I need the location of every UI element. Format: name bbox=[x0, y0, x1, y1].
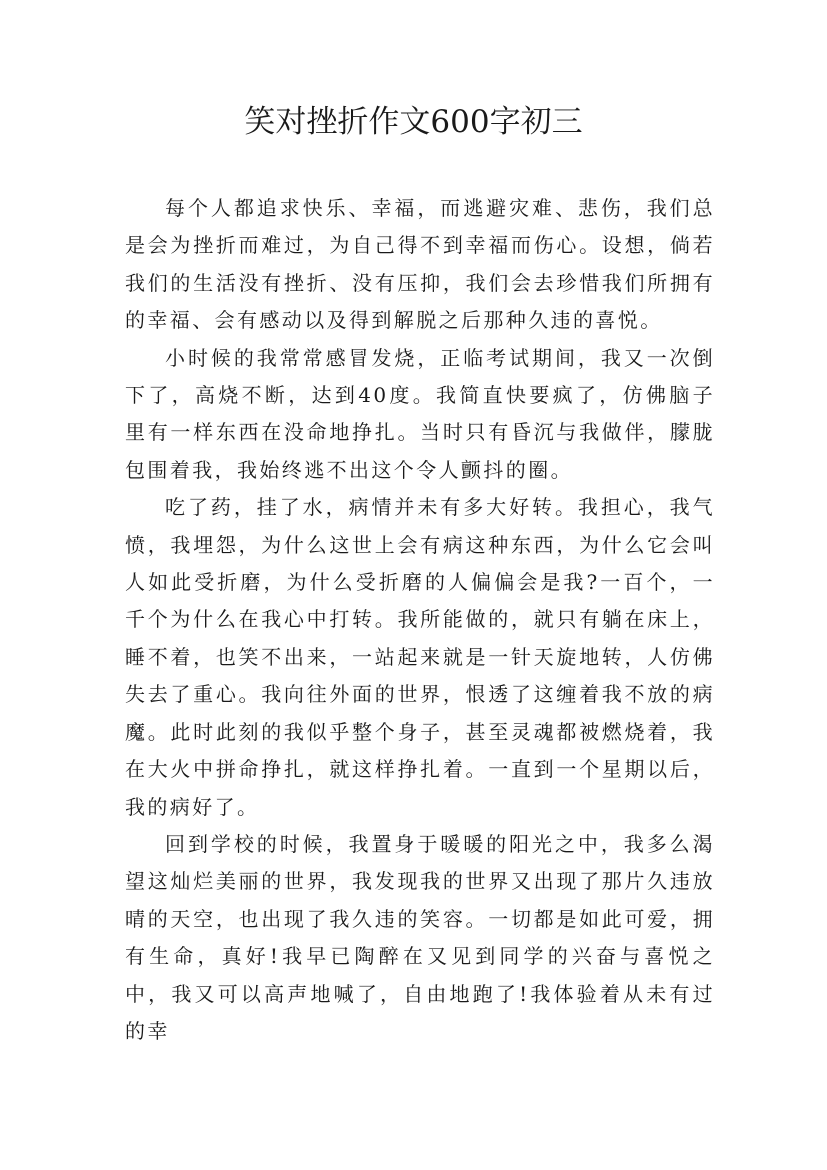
paragraph-1: 每个人都追求快乐、幸福，而逃避灾难、悲伤，我们总是会为挫折而难过，为自己得不到幸福而伤心。设想，倘若我们的生活没有挫折、没有压抑，我们会去珍惜我们所拥有的幸福、会有感动以及得到解脱之后那种久违的喜悦。 bbox=[125, 196, 715, 333]
document-title: 笑对挫折作文600字初三 bbox=[244, 104, 583, 140]
paragraph-2: 小时候的我常常感冒发烧，正临考试期间，我又一次倒下了，高烧不断，达到40度。我简直快要疯了，仿佛脑子里有一样东西在没命地挣扎。当时只有昏沉与我做伴，朦胧包围着我，我始终逃不出这个令人颤抖的圈。 bbox=[125, 345, 715, 482]
paragraph-4: 回到学校的时候，我置身于暖暖的阳光之中，我多么渴望这灿烂美丽的世界，我发现我的世界又出现了那片久违放晴的天空，也出现了我久违的笑容。一切都是如此可爱，拥有生命，真好!我早已陶醉在又见到同学的兴奋与喜悦之中，我又可以高声地喊了，自由地跑了!我体验着从未有过的幸 bbox=[125, 831, 715, 1043]
paragraph-3: 吃了药，挂了水，病情并未有多大好转。我担心，我气愤，我埋怨，为什么这世上会有病这种东西，为什么它会叫人如此受折磨，为什么受折磨的人偏偏会是我?一百个，一千个为什么在我心中打转。我所能做的，就只有躺在床上，睡不着，也笑不出来，一站起来就是一针天旋地转，人仿佛失去了重心。我向往外面的世界，恨透了这缠着我不放的病魔。此时此刻的我似乎整个身子，甚至灵魂都被燃烧着，我在大火中拼命挣扎，就这样挣扎着。一直到一个星期以后，我的病好了。 bbox=[125, 495, 715, 819]
document-body bbox=[125, 190, 715, 1050]
